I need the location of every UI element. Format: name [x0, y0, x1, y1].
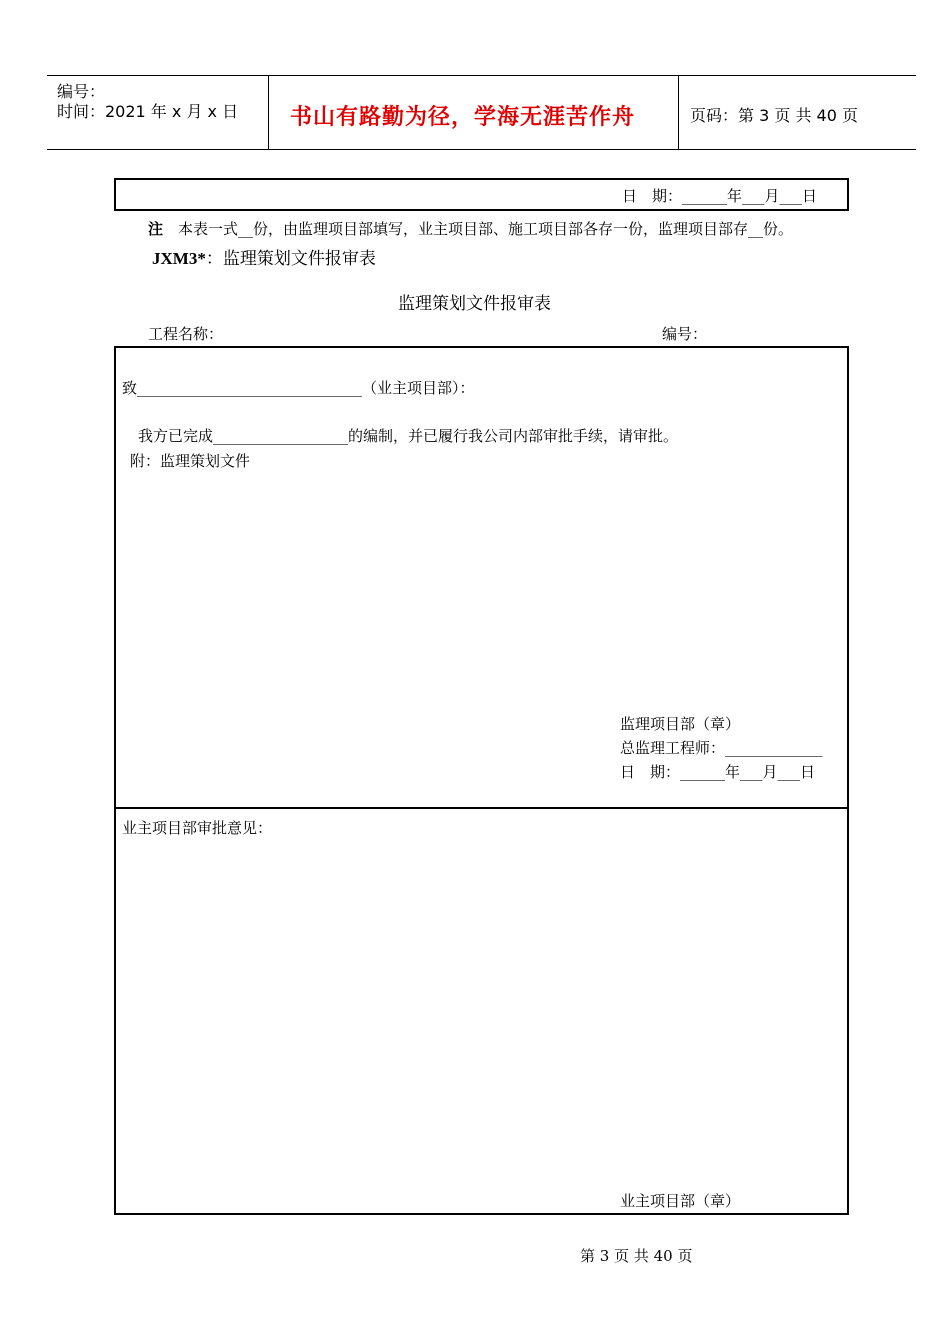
project-name-label: 工程名称：	[148, 325, 224, 343]
prev-form-note-text: 本表一式__份，由监理项目部填写，业主项目部、施工项目部各存一份，监理项目部存__份。	[178, 220, 794, 238]
sign-date: 日 期：______年___月___日	[620, 763, 816, 781]
header-bottom-rule	[47, 149, 916, 150]
header-motto: 书山有路勤为径，学海无涯苦作舟	[290, 105, 636, 130]
body-line: 我方已完成__________________的编制，并已履行我公司内部审批手续，请审批。	[138, 427, 679, 445]
header-divider-left	[268, 75, 269, 150]
prev-form-date-line: 日 期：______年___月___日	[622, 187, 818, 205]
header-time-label: 时间：2021 年 x 月 x 日	[57, 102, 239, 121]
form-code-line	[152, 244, 376, 269]
prev-form-note-prefix: 注	[148, 220, 164, 238]
header-divider-right	[678, 75, 679, 150]
to-line: 致______________________________（业主项目部）：	[122, 379, 475, 397]
form-number-label: 编号：	[662, 325, 708, 343]
header-page-label: 页码：第 3 页 共 40 页	[690, 106, 858, 125]
header-number-label: 编号：	[57, 82, 106, 101]
owner-sign: 业主项目部（章）	[620, 1192, 741, 1210]
sign-engineer: 总监理工程师：_____________	[620, 739, 823, 757]
footer-page-text: 第 3 页 共 40 页	[580, 1247, 693, 1265]
header-top-rule	[47, 75, 916, 76]
form-code-title: ：监理策划文件报审表	[205, 249, 376, 269]
sign-dept: 监理项目部（章）	[620, 715, 741, 733]
form-title: 监理策划文件报审表	[398, 294, 551, 314]
form-code: JXM3*	[152, 249, 206, 268]
form-row-divider	[114, 807, 849, 809]
owner-opinion-label: 业主项目部审批意见：	[122, 819, 273, 837]
attachment-line: 附：监理策划文件	[130, 452, 251, 470]
